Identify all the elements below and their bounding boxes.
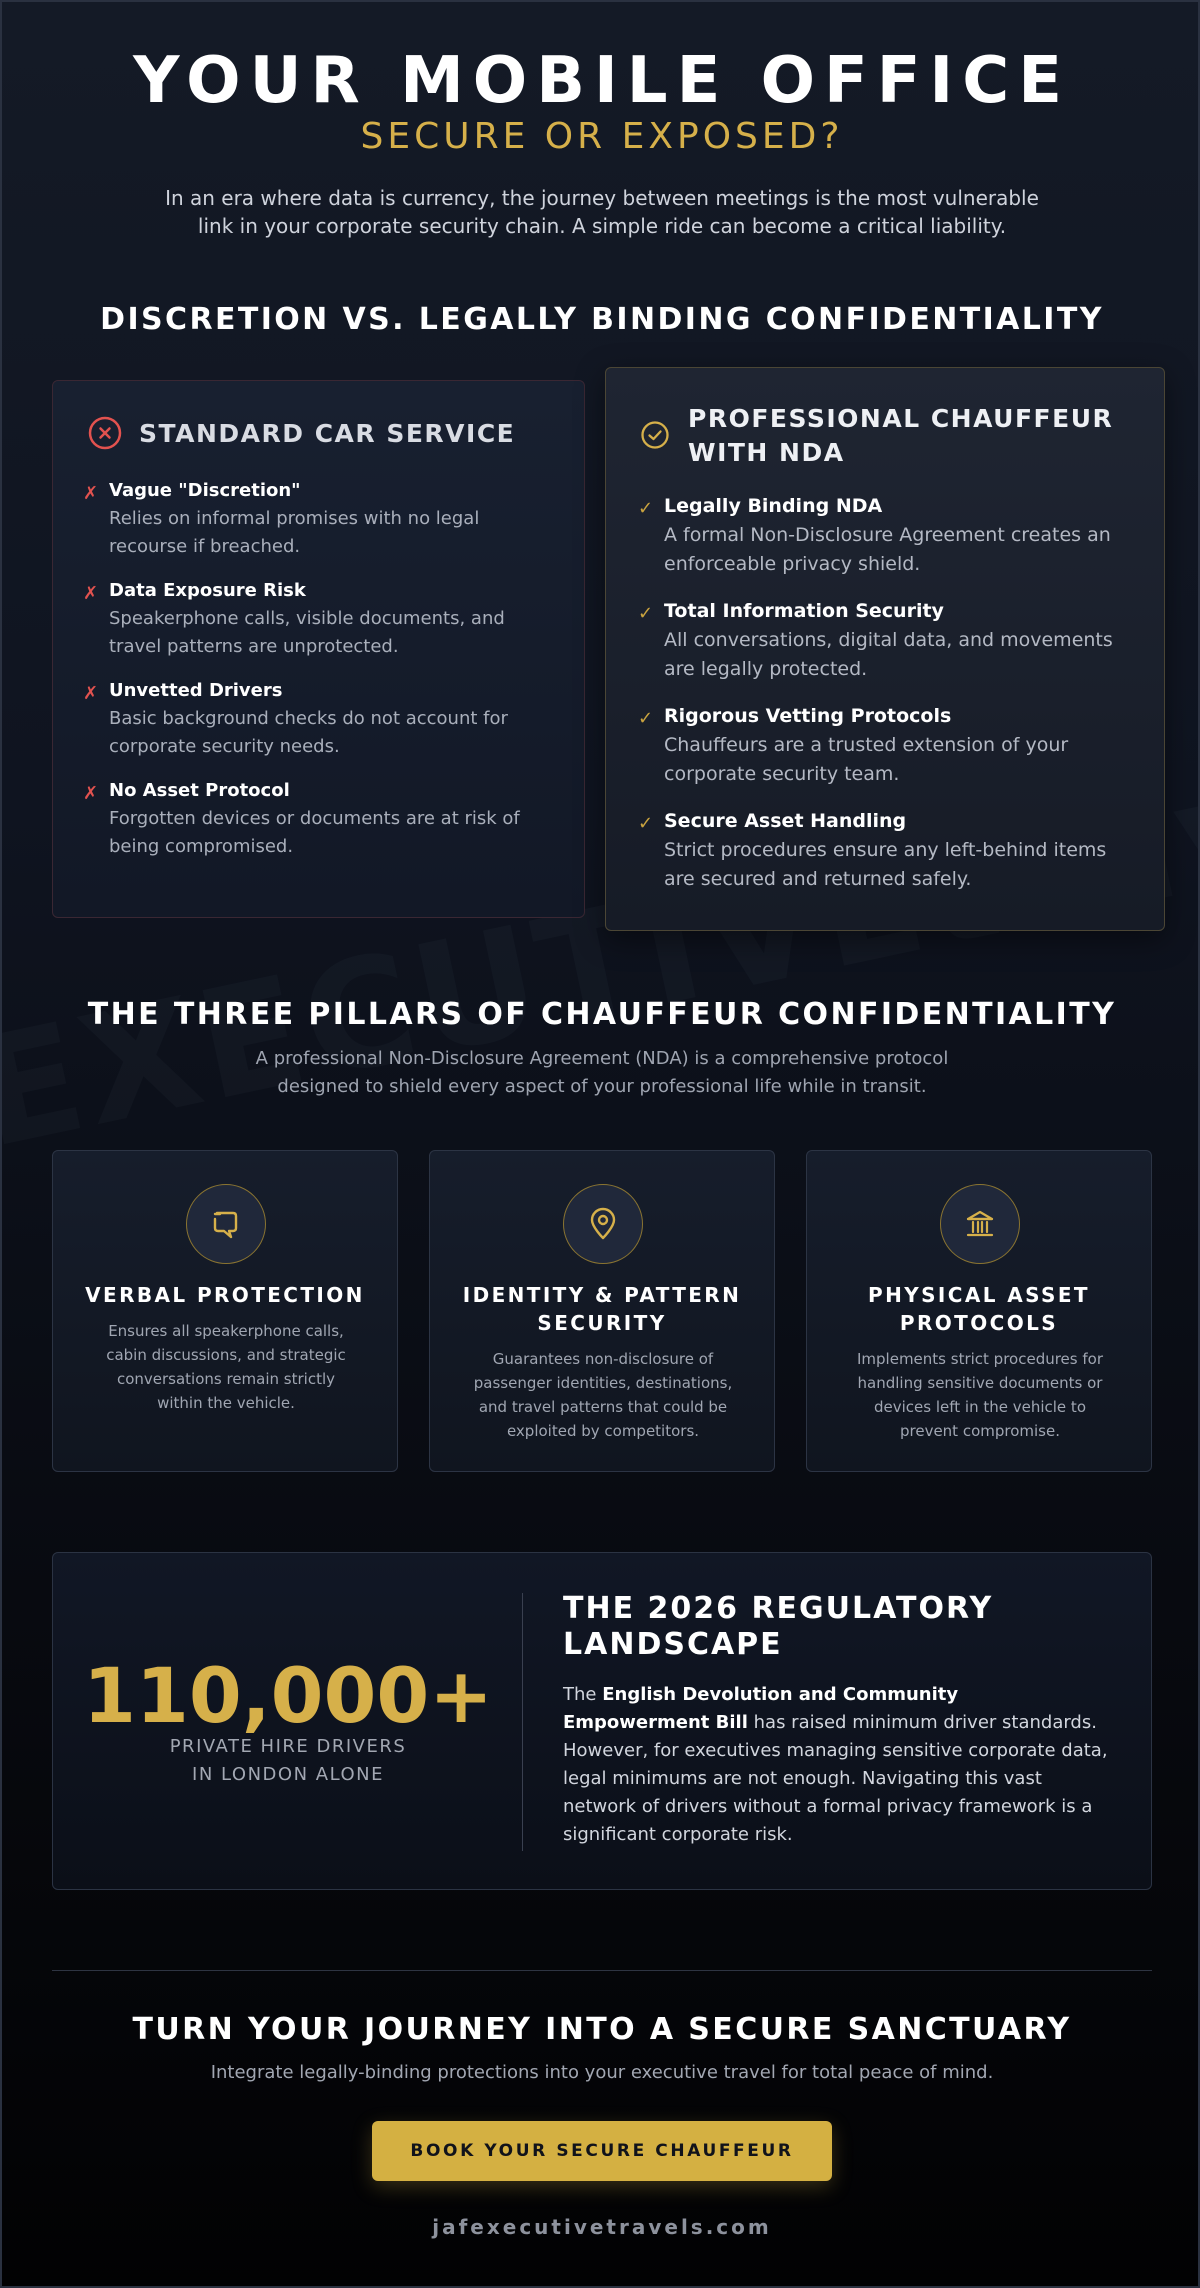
pillar-card-identity xyxy=(429,1150,775,1472)
pillar-icon-badge xyxy=(563,1184,643,1264)
x-circle-icon xyxy=(87,415,123,451)
hero-title: YOUR MOBILE OFFICE xyxy=(133,44,1071,118)
bill-name: Empowerment Bill xyxy=(563,1712,748,1733)
regulatory-body xyxy=(563,1681,1133,1849)
comparison-title: DISCRETION VS. LEGALLY BINDING CONFIDENTIALITY xyxy=(100,302,1104,337)
item-desc: All conversations, digital data, and movements xyxy=(664,629,1113,651)
cross-mark-icon: ✗ xyxy=(83,783,99,804)
pillar-desc-line: handling sensitive documents or xyxy=(857,1374,1103,1392)
standard-service-card xyxy=(52,380,585,918)
check-mark-icon: ✓ xyxy=(638,708,654,729)
stat-value: 110,000+ xyxy=(83,1651,493,1740)
pillar-title-line: PHYSICAL ASSET xyxy=(868,1283,1090,1307)
item-desc: Forgotten devices or documents are at risk of xyxy=(109,808,520,829)
item-desc: Basic background checks do not account for xyxy=(109,708,508,729)
pillars-title: THE THREE PILLARS OF CHAUFFEUR CONFIDENTIALITY xyxy=(87,997,1117,1032)
list-item xyxy=(83,677,553,761)
bill-name: English Devolution and Community xyxy=(602,1684,959,1705)
pillar-title-line: SECURITY xyxy=(537,1311,667,1335)
item-desc: travel patterns are unprotected. xyxy=(109,636,399,657)
pillars-intro-line: A professional Non-Disclosure Agreement (NDA) is a comprehensive protocol xyxy=(255,1048,949,1069)
section-divider xyxy=(52,1970,1152,1971)
pillars-intro xyxy=(152,1045,1052,1101)
cross-mark-icon: ✗ xyxy=(83,583,99,604)
stat-label xyxy=(163,1733,413,1789)
item-title: Rigorous Vetting Protocols xyxy=(664,705,952,727)
item-desc: Relies on informal promises with no legal xyxy=(109,508,480,529)
pillar-title-line: PROTOCOLS xyxy=(899,1311,1059,1335)
professional-card-title xyxy=(688,402,1113,470)
item-title: Vague "Discretion" xyxy=(109,480,301,501)
professional-card-title-line: PROFESSIONAL CHAUFFEUR xyxy=(688,404,1114,433)
regulatory-title-line: THE 2026 REGULATORY xyxy=(563,1591,994,1626)
professional-card-header xyxy=(640,402,1113,470)
pillar-title-line: VERBAL PROTECTION xyxy=(85,1283,365,1307)
cross-mark-icon: ✗ xyxy=(83,683,99,704)
pillar-desc-line: Implements strict procedures for xyxy=(856,1350,1103,1368)
item-desc: recourse if breached. xyxy=(109,536,301,557)
check-mark-icon: ✓ xyxy=(638,603,654,624)
hero-subtitle: SECURE OR EXPOSED? xyxy=(360,116,844,157)
professional-card-title-line: WITH NDA xyxy=(688,438,845,467)
item-desc: Speakerphone calls, visible documents, and xyxy=(109,608,505,629)
cta-subtitle: Integrate legally-binding protections into your executive travel for total peace of mind. xyxy=(210,2062,994,2083)
hero-intro-line: link in your corporate security chain. A simple ride can become a critical liability. xyxy=(197,214,1007,238)
body-text: However, for executives managing sensitive corporate data, xyxy=(563,1740,1108,1761)
pillar-desc-line: Ensures all speakerphone calls, xyxy=(108,1322,344,1340)
list-item xyxy=(638,492,1148,579)
speech-bubble-icon xyxy=(209,1207,243,1241)
list-item xyxy=(638,597,1148,684)
check-mark-icon: ✓ xyxy=(638,498,654,519)
item-title: Data Exposure Risk xyxy=(109,580,306,601)
pillar-icon-badge xyxy=(186,1184,266,1264)
list-item xyxy=(83,477,553,561)
pillars-intro-line: designed to shield every aspect of your professional life while in transit. xyxy=(277,1076,927,1097)
regulatory-title-line: LANDSCAPE xyxy=(563,1627,783,1662)
standard-card-header xyxy=(87,415,515,451)
hero-intro-line: In an era where data is currency, the journey between meetings is the most vulnerable xyxy=(165,186,1039,210)
body-text: network of drivers without a formal privacy framework is a xyxy=(563,1796,1093,1817)
stat-label-line: PRIVATE HIRE DRIVERS xyxy=(169,1736,407,1757)
pillar-title xyxy=(63,1281,387,1309)
stat-label-line: IN LONDON ALONE xyxy=(192,1764,384,1785)
item-title: Legally Binding NDA xyxy=(664,495,883,517)
item-title: Total Information Security xyxy=(664,600,944,622)
pillar-icon-badge xyxy=(940,1184,1020,1264)
pillar-desc xyxy=(91,1319,361,1415)
body-text: significant corporate risk. xyxy=(563,1824,793,1845)
item-desc: being compromised. xyxy=(109,836,294,857)
item-desc: are secured and returned safely. xyxy=(664,868,972,890)
pillar-desc xyxy=(845,1347,1115,1443)
book-chauffeur-button[interactable]: BOOK YOUR SECURE CHAUFFEUR xyxy=(372,2121,832,2181)
check-mark-icon: ✓ xyxy=(638,813,654,834)
pillar-desc-line: passenger identities, destinations, xyxy=(473,1374,733,1392)
pillar-desc-line: devices left in the vehicle to xyxy=(874,1398,1086,1416)
body-text: legal minimums are not enough. Navigating this vast xyxy=(563,1768,1042,1789)
pillar-card-physical xyxy=(806,1150,1152,1472)
pillar-desc-line: Guarantees non-disclosure of xyxy=(492,1350,714,1368)
list-item xyxy=(83,577,553,661)
pillar-desc-line: within the vehicle. xyxy=(157,1394,295,1412)
standard-card-title: STANDARD CAR SERVICE xyxy=(139,418,516,448)
item-desc: are legally protected. xyxy=(664,658,868,680)
item-title: Unvetted Drivers xyxy=(109,680,283,701)
item-desc: A formal Non-Disclosure Agreement creates an xyxy=(664,524,1111,546)
item-title: No Asset Protocol xyxy=(109,780,290,801)
location-pin-icon xyxy=(586,1207,620,1241)
bank-building-icon xyxy=(963,1207,997,1241)
pillar-desc-line: conversations remain strictly xyxy=(116,1370,336,1388)
pillar-desc xyxy=(468,1347,738,1443)
list-item xyxy=(638,807,1148,894)
cross-mark-icon: ✗ xyxy=(83,483,99,504)
item-desc: enforceable privacy shield. xyxy=(664,553,921,575)
list-item xyxy=(83,777,553,861)
pillar-desc-line: exploited by competitors. xyxy=(506,1422,700,1440)
pillar-desc-line: prevent compromise. xyxy=(899,1422,1060,1440)
pillar-desc-line: cabin discussions, and strategic xyxy=(106,1346,346,1364)
divider xyxy=(522,1593,523,1851)
pillar-desc-line: and travel patterns that could be xyxy=(478,1398,728,1416)
item-desc: corporate security team. xyxy=(664,763,900,785)
pillar-title xyxy=(817,1281,1141,1337)
item-desc: corporate security needs. xyxy=(109,736,340,757)
item-title: Secure Asset Handling xyxy=(664,810,907,832)
item-desc: Strict procedures ensure any left-behind items xyxy=(664,839,1107,861)
regulatory-title xyxy=(563,1591,1123,1663)
item-desc: Chauffeurs are a trusted extension of your xyxy=(664,734,1069,756)
cta-title: TURN YOUR JOURNEY INTO A SECURE SANCTUARY xyxy=(132,2012,1072,2047)
hero-intro xyxy=(152,184,1052,240)
list-item xyxy=(638,702,1148,789)
body-text: has raised minimum driver standards. xyxy=(747,1712,1097,1733)
website-link[interactable]: jafexecutivetravels.com xyxy=(432,2215,772,2239)
pillar-title-line: IDENTITY & PATTERN xyxy=(462,1283,742,1307)
professional-chauffeur-card xyxy=(605,367,1165,931)
pillar-title xyxy=(440,1281,764,1337)
body-text: The xyxy=(563,1684,603,1705)
regulatory-card xyxy=(52,1552,1152,1890)
pillar-card-verbal xyxy=(52,1150,398,1472)
check-circle-icon xyxy=(640,420,670,450)
